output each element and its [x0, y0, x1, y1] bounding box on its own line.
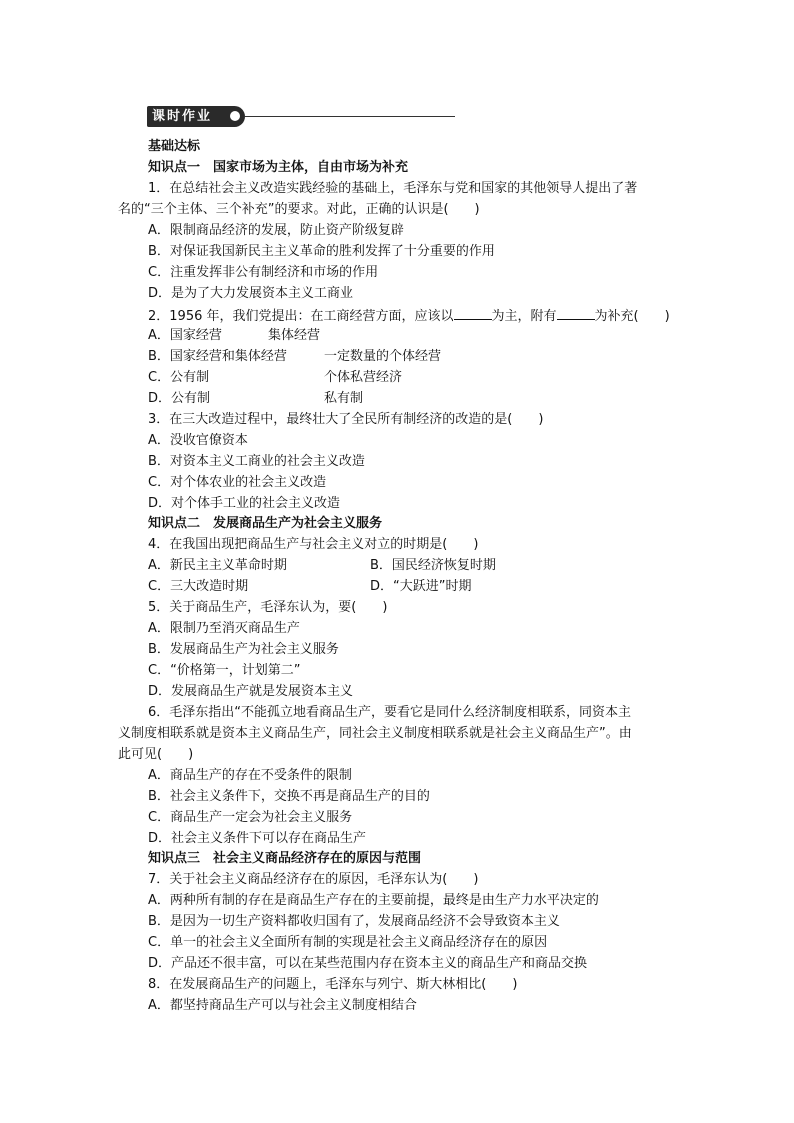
q8-stem: 8．在发展商品生产的问题上，毛泽东与列宁、斯大林相比( ) [148, 977, 518, 992]
q6-stem-line2: 义制度相联系就是资本主义商品生产，同社会主义制度相联系就是社会主义商品生产”。由 [118, 726, 632, 741]
section-title: 基础达标 [148, 139, 201, 154]
q1-stem-line2: 名的“三个主体、三个补充”的要求。对此，正确的认识是( ) [118, 202, 480, 217]
q7-option-d: D．产品还不很丰富，可以在某些范围内存在资本主义的商品生产和商品交换 [148, 956, 588, 971]
q2-option-c-second: 个体私营经济 [324, 370, 403, 385]
q7-option-a: A．两种所有制的存在是商品生产存在的主要前提，最终是由生产力水平决定的 [148, 893, 599, 908]
q6-option-d: D．社会主义条件下可以存在商品生产 [148, 831, 367, 846]
q7-option-b: B．是因为一切生产资料都收归国有了，发展商品经济不会导致资本主义 [148, 914, 560, 929]
q2-option-a-second: 集体经营 [268, 328, 321, 343]
q2-stem-part3: 为补充( ) [594, 309, 670, 324]
q4-option-d: D．“大跃进”时期 [370, 579, 472, 594]
q6-option-c: C．商品生产一定会为社会主义服务 [148, 810, 353, 825]
q2-blank-1 [454, 306, 492, 320]
q5-option-c: C．“价格第一，计划第二” [148, 663, 301, 678]
q6-stem-line1: 6．毛泽东指出“不能孤立地看商品生产，要看它是同什么经济制度相联系，同资本主 [148, 705, 632, 720]
bullet-dot-icon [230, 111, 240, 121]
q5-option-a: A．限制乃至消灭商品生产 [148, 621, 300, 636]
q1-option-c: C．注重发挥非公有制经济和市场的作用 [148, 265, 379, 280]
q1-stem-line1: 1．在总结社会主义改造实践经验的基础上，毛泽东与党和国家的其他领导人提出了著 [148, 181, 638, 196]
q3-option-c: C．对个体农业的社会主义改造 [148, 475, 327, 490]
q2-blank-2 [557, 306, 595, 320]
q1-option-b: B．对保证我国新民主主义革命的胜利发挥了十分重要的作用 [148, 244, 495, 259]
header-tab [147, 106, 245, 127]
q2-option-d-second: 私有制 [324, 391, 364, 406]
q3-stem: 3．在三大改造过程中，最终壮大了全民所有制经济的改造的是( ) [148, 412, 544, 427]
q2-stem [148, 306, 670, 326]
q2-stem-part2: 为主，附有 [491, 309, 557, 324]
q2-option-b-second: 一定数量的个体经营 [324, 349, 442, 364]
header-label: 课时作业 [152, 109, 213, 124]
q1-option-a: A．限制商品经济的发展，防止资产阶级复辟 [148, 223, 404, 238]
q2-option-a-first: A．国家经营 [148, 328, 222, 343]
q3-option-b: B．对资本主义工商业的社会主义改造 [148, 454, 365, 469]
q7-stem: 7．关于社会主义商品经济存在的原因，毛泽东认为( ) [148, 872, 479, 887]
knowledge-point-3: 知识点三 社会主义商品经济存在的原因与范围 [148, 851, 422, 866]
q2-stem-part1: 2．1956 年，我们党提出：在工商经营方面，应该以 [148, 309, 454, 324]
q6-option-a: A．商品生产的存在不受条件的限制 [148, 768, 352, 783]
q5-option-b: B．发展商品生产为社会主义服务 [148, 642, 339, 657]
q3-option-a: A．没收官僚资本 [148, 433, 248, 448]
homework-header [147, 106, 457, 128]
q1-option-d: D．是为了大力发展资本主义工商业 [148, 286, 354, 301]
q2-option-c-first: C．公有制 [148, 370, 210, 385]
q5-stem: 5．关于商品生产，毛泽东认为，要( ) [148, 600, 388, 615]
header-rule [245, 116, 455, 117]
q4-option-b: B．国民经济恢复时期 [370, 558, 496, 573]
q4-stem: 4．在我国出现把商品生产与社会主义对立的时期是( ) [148, 537, 479, 552]
q3-option-d: D．对个体手工业的社会主义改造 [148, 496, 341, 511]
q2-option-d-first: D．公有制 [148, 391, 211, 406]
q6-option-b: B．社会主义条件下，交换不再是商品生产的目的 [148, 789, 430, 804]
q4-option-a: A．新民主主义革命时期 [148, 558, 287, 573]
q8-option-a: A．都坚持商品生产可以与社会主义制度相结合 [148, 998, 417, 1013]
q4-option-c: C．三大改造时期 [148, 579, 249, 594]
q2-option-b-first: B．国家经营和集体经营 [148, 349, 287, 364]
q6-stem-line3: 此可见( ) [118, 747, 194, 762]
knowledge-point-2: 知识点二 发展商品生产为社会主义服务 [148, 516, 383, 531]
q5-option-d: D．发展商品生产就是发展资本主义 [148, 684, 354, 699]
knowledge-point-1: 知识点一 国家市场为主体，自由市场为补充 [148, 160, 409, 175]
q7-option-c: C．单一的社会主义全面所有制的实现是社会主义商品经济存在的原因 [148, 935, 548, 950]
